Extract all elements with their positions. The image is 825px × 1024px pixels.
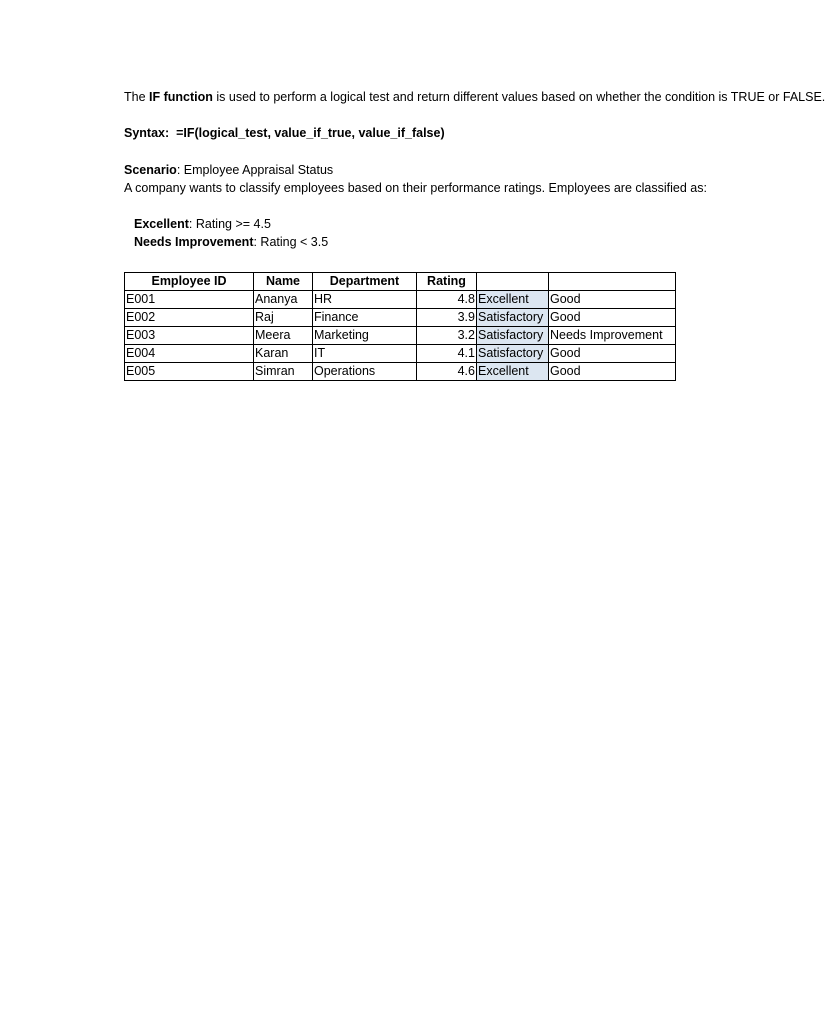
cell-name[interactable]: Ananya — [254, 291, 313, 309]
criteria-excellent — [134, 215, 675, 233]
table-row — [125, 363, 676, 381]
syntax-line — [124, 124, 675, 142]
employee-table — [124, 272, 676, 381]
cell-result[interactable]: Good — [549, 291, 676, 309]
cell-status[interactable]: Satisfactory — [477, 327, 549, 345]
cell-department[interactable]: Finance — [313, 309, 417, 327]
cell-employee-id[interactable]: E004 — [125, 345, 254, 363]
scenario-description: A company wants to classify employees based on their performance ratings. Employees are classified as: — [124, 181, 707, 195]
cell-rating[interactable]: 4.6 — [417, 363, 477, 381]
cell-rating[interactable]: 3.9 — [417, 309, 477, 327]
cell-rating[interactable]: 4.8 — [417, 291, 477, 309]
cell-result[interactable]: Good — [549, 309, 676, 327]
header-status[interactable] — [477, 273, 549, 291]
cell-name[interactable]: Raj — [254, 309, 313, 327]
cell-employee-id[interactable]: E002 — [125, 309, 254, 327]
header-employee-id[interactable]: Employee ID — [125, 273, 254, 291]
table-row — [125, 291, 676, 309]
header-rating[interactable]: Rating — [417, 273, 477, 291]
criteria-text: : Rating < 3.5 — [253, 235, 329, 249]
intro-text — [124, 88, 825, 106]
cell-status[interactable]: Excellent — [477, 363, 549, 381]
scenario-text: : Employee Appraisal Status — [176, 163, 334, 177]
header-result[interactable] — [549, 273, 676, 291]
cell-name[interactable]: Meera — [254, 327, 313, 345]
cell-status[interactable]: Satisfactory — [477, 345, 549, 363]
cell-department[interactable]: IT — [313, 345, 417, 363]
cell-result[interactable]: Needs Improvement — [549, 327, 676, 345]
cell-result[interactable]: Good — [549, 345, 676, 363]
criteria-text: : Rating >= 4.5 — [188, 217, 271, 231]
cell-employee-id[interactable]: E001 — [125, 291, 254, 309]
criteria-needs-improvement — [134, 233, 675, 251]
header-department[interactable]: Department — [313, 273, 417, 291]
table-row — [125, 309, 676, 327]
cell-department[interactable]: Operations — [313, 363, 417, 381]
cell-employee-id[interactable]: E005 — [125, 363, 254, 381]
cell-status[interactable]: Satisfactory — [477, 309, 549, 327]
cell-name[interactable]: Karan — [254, 345, 313, 363]
criteria-label: Excellent — [134, 217, 189, 231]
cell-rating[interactable]: 4.1 — [417, 345, 477, 363]
scenario-label: Scenario — [124, 163, 177, 177]
cell-department[interactable]: HR — [313, 291, 417, 309]
table-row — [125, 345, 676, 363]
cell-status[interactable]: Excellent — [477, 291, 549, 309]
cell-name[interactable]: Simran — [254, 363, 313, 381]
intro-bold: IF function — [149, 90, 213, 104]
cell-rating[interactable]: 3.2 — [417, 327, 477, 345]
intro-prefix: The — [124, 90, 150, 104]
intro-rest: is used to perform a logical test and return different values based on whether the condition is TRUE or FALSE. — [212, 90, 825, 104]
cell-result[interactable]: Good — [549, 363, 676, 381]
header-name[interactable]: Name — [254, 273, 313, 291]
scenario-line — [124, 161, 675, 179]
cell-employee-id[interactable]: E003 — [125, 327, 254, 345]
cell-department[interactable]: Marketing — [313, 327, 417, 345]
criteria-label: Needs Improvement — [134, 235, 254, 249]
table-header-row — [125, 273, 676, 291]
table-row — [125, 327, 676, 345]
syntax-label: Syntax: — [124, 126, 170, 140]
syntax-formula: =IF(logical_test, value_if_true, value_if_false) — [169, 126, 445, 140]
